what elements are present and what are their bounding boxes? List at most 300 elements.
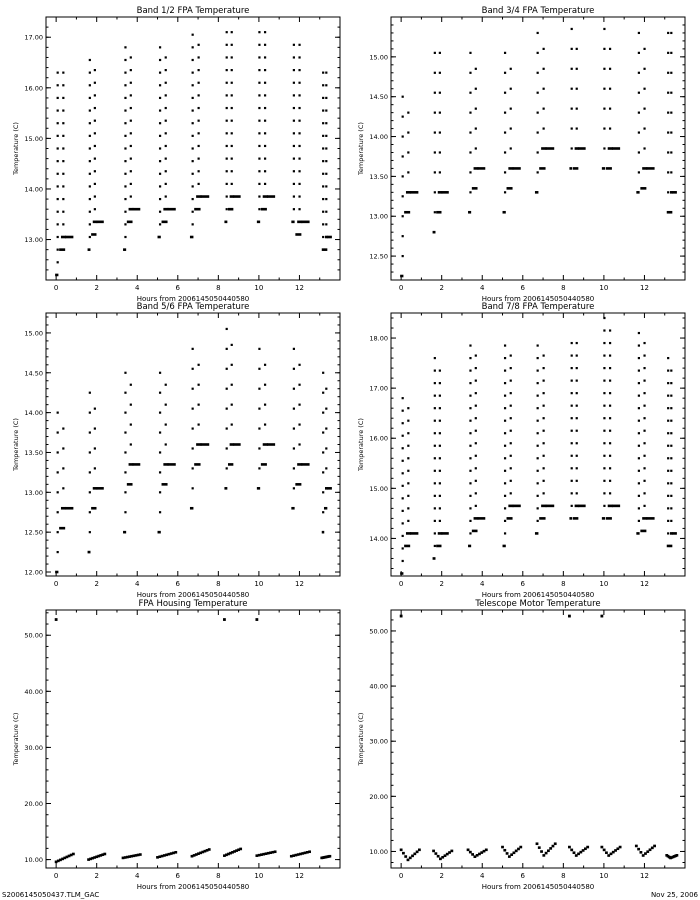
data-point xyxy=(510,492,512,494)
x-tick-label: 8 xyxy=(216,284,221,292)
data-point xyxy=(62,198,64,200)
data-point xyxy=(603,342,605,344)
data-point xyxy=(264,364,266,366)
data-point xyxy=(402,116,404,118)
data-point xyxy=(257,221,260,224)
data-point xyxy=(507,517,513,520)
data-point xyxy=(432,850,435,853)
data-point xyxy=(535,532,538,535)
data-point xyxy=(404,211,410,214)
data-point xyxy=(606,167,612,170)
data-point xyxy=(609,417,611,419)
data-point xyxy=(198,158,200,160)
data-point xyxy=(537,407,539,409)
data-point xyxy=(133,208,141,211)
data-point xyxy=(298,183,300,185)
data-point xyxy=(159,431,161,433)
data-point xyxy=(57,185,59,187)
data-point xyxy=(436,545,441,548)
data-point xyxy=(543,442,545,444)
data-point xyxy=(504,357,506,359)
data-point xyxy=(293,107,295,109)
data-point xyxy=(57,122,59,124)
chart-title: Band 5/6 FPA Temperature xyxy=(136,302,250,312)
data-point xyxy=(65,236,73,239)
data-point xyxy=(198,56,200,58)
data-point xyxy=(475,88,477,90)
data-point xyxy=(62,109,64,111)
data-point xyxy=(434,532,436,534)
data-point xyxy=(638,457,640,459)
data-point xyxy=(667,52,669,54)
data-point xyxy=(510,354,512,356)
data-point xyxy=(638,332,640,334)
data-point xyxy=(264,404,266,406)
data-point xyxy=(258,56,260,58)
data-point xyxy=(675,854,678,857)
data-point xyxy=(603,455,605,457)
data-point xyxy=(322,84,324,86)
data-point xyxy=(208,848,211,851)
data-point xyxy=(667,72,669,74)
y-tick-label: 40.00 xyxy=(24,687,43,696)
data-point xyxy=(667,495,669,497)
data-point xyxy=(504,445,506,447)
data-point xyxy=(638,357,640,359)
data-point xyxy=(226,348,228,350)
data-point xyxy=(571,492,573,494)
data-point xyxy=(434,420,436,422)
data-point xyxy=(407,151,409,153)
data-point xyxy=(264,82,266,84)
data-point xyxy=(198,170,200,172)
data-point xyxy=(504,407,506,409)
x-tick-label: 4 xyxy=(135,284,140,292)
data-point xyxy=(258,120,260,122)
data-point xyxy=(325,408,327,410)
data-point xyxy=(124,392,126,394)
data-point xyxy=(642,167,647,170)
data-point xyxy=(226,195,228,197)
y-tick-label: 10.00 xyxy=(24,856,43,865)
y-tick-label: 20.00 xyxy=(369,792,388,801)
data-point xyxy=(127,221,133,224)
data-point xyxy=(94,82,96,84)
data-point xyxy=(322,531,325,534)
data-point xyxy=(504,344,506,346)
data-point xyxy=(603,367,605,369)
data-point xyxy=(643,505,645,507)
data-point xyxy=(62,147,64,149)
data-point xyxy=(402,235,404,237)
data-point xyxy=(258,31,260,33)
data-point xyxy=(130,145,132,147)
data-point xyxy=(57,211,59,213)
data-point xyxy=(510,367,512,369)
data-point xyxy=(159,511,161,513)
data-point xyxy=(670,407,672,409)
data-point xyxy=(124,97,126,99)
y-tick-label: 12.50 xyxy=(24,528,43,537)
data-point xyxy=(643,405,645,407)
data-point xyxy=(667,482,669,484)
data-point xyxy=(124,185,126,187)
data-point xyxy=(228,463,233,466)
data-point xyxy=(434,507,436,509)
data-point xyxy=(325,135,327,137)
data-point xyxy=(667,131,669,133)
data-point xyxy=(603,417,605,419)
data-point xyxy=(542,854,545,857)
data-point xyxy=(439,407,441,409)
data-point xyxy=(469,344,471,346)
data-point xyxy=(576,467,578,469)
data-point xyxy=(434,852,437,855)
data-point xyxy=(264,56,266,58)
data-point xyxy=(130,195,132,197)
data-point xyxy=(226,158,228,160)
data-point xyxy=(475,455,477,457)
data-point xyxy=(537,457,539,459)
data-point xyxy=(554,842,557,845)
data-point xyxy=(543,467,545,469)
data-point xyxy=(670,151,672,153)
data-point xyxy=(325,122,327,124)
data-point xyxy=(129,463,134,466)
data-point xyxy=(57,471,59,473)
data-point xyxy=(192,59,194,61)
data-point xyxy=(94,107,96,109)
data-point xyxy=(159,59,161,61)
data-point xyxy=(233,195,240,198)
y-tick-label: 14.00 xyxy=(369,534,388,543)
data-point xyxy=(163,463,168,466)
data-point xyxy=(159,451,161,453)
data-point xyxy=(543,127,545,129)
data-point xyxy=(469,445,471,447)
data-point xyxy=(541,147,546,150)
data-point xyxy=(434,72,436,74)
data-point xyxy=(434,495,436,497)
data-point xyxy=(603,392,605,394)
x-tick-label: 10 xyxy=(599,872,609,880)
data-point xyxy=(322,160,324,162)
data-point xyxy=(293,447,295,449)
data-point xyxy=(165,404,167,406)
data-point xyxy=(192,34,194,36)
data-point xyxy=(469,131,471,133)
data-point xyxy=(546,147,555,150)
data-point xyxy=(57,531,59,533)
data-point xyxy=(469,191,471,193)
data-point xyxy=(325,72,327,74)
data-point xyxy=(325,109,327,111)
data-point xyxy=(159,412,161,414)
data-point xyxy=(192,408,194,410)
data-point xyxy=(404,855,407,858)
data-point xyxy=(192,97,194,99)
data-point xyxy=(324,507,327,510)
data-point xyxy=(159,392,161,394)
data-point xyxy=(62,122,64,124)
data-point xyxy=(433,557,436,560)
data-point xyxy=(264,120,266,122)
data-point xyxy=(543,367,545,369)
data-point xyxy=(642,517,647,520)
data-point xyxy=(672,191,677,194)
data-point xyxy=(571,430,573,432)
data-point xyxy=(165,145,167,147)
data-point xyxy=(198,120,200,122)
x-tick-label: 8 xyxy=(561,284,566,292)
data-point xyxy=(231,31,233,33)
data-point xyxy=(57,551,59,553)
x-tick-label: 8 xyxy=(216,580,221,588)
data-point xyxy=(670,32,672,34)
data-point xyxy=(667,432,669,434)
data-point xyxy=(62,487,64,489)
data-point xyxy=(603,48,605,50)
data-point xyxy=(475,417,477,419)
data-point xyxy=(226,44,228,46)
data-point xyxy=(258,44,260,46)
x-tick-label: 8 xyxy=(561,872,566,880)
chart-title: Telescope Motor Temperature xyxy=(475,599,601,609)
data-point xyxy=(57,491,59,493)
data-point xyxy=(264,31,266,33)
data-point xyxy=(475,367,477,369)
data-point xyxy=(226,170,228,172)
data-point xyxy=(576,405,578,407)
data-point xyxy=(89,59,91,61)
data-point xyxy=(61,236,66,239)
data-point xyxy=(439,382,441,384)
data-point xyxy=(293,195,295,197)
data-point xyxy=(162,483,168,486)
data-point xyxy=(308,850,311,853)
data-point xyxy=(192,147,194,149)
x-tick-label: 8 xyxy=(216,872,221,880)
data-point xyxy=(638,507,640,509)
data-point xyxy=(603,88,605,90)
data-point xyxy=(198,69,200,71)
data-point xyxy=(537,92,539,94)
data-point xyxy=(293,132,295,134)
x-tick-label: 10 xyxy=(599,580,609,588)
data-point xyxy=(535,191,538,194)
data-point xyxy=(437,855,440,858)
data-point xyxy=(667,32,669,34)
x-axis-label: Hours from 2006145050440580 xyxy=(136,295,250,303)
data-point xyxy=(325,211,327,213)
data-point xyxy=(258,82,260,84)
data-point xyxy=(139,853,142,856)
data-point xyxy=(573,517,578,520)
data-point xyxy=(96,487,103,490)
data-point xyxy=(198,94,200,96)
data-point xyxy=(325,427,327,429)
y-tick-label: 13.50 xyxy=(369,172,388,181)
data-point xyxy=(322,198,324,200)
data-point xyxy=(264,145,266,147)
data-point xyxy=(89,491,91,493)
data-point xyxy=(94,408,96,410)
data-point xyxy=(124,198,126,200)
data-point xyxy=(159,471,161,473)
data-point xyxy=(165,82,167,84)
data-point xyxy=(672,532,677,535)
data-point xyxy=(226,388,228,390)
data-point xyxy=(322,451,324,453)
data-point xyxy=(89,211,91,213)
x-axis-label: Hours from 2006145050440580 xyxy=(481,295,595,303)
data-point xyxy=(258,94,260,96)
data-point xyxy=(469,432,471,434)
data-point xyxy=(94,447,96,449)
data-point xyxy=(543,392,545,394)
data-point xyxy=(226,427,228,429)
data-point xyxy=(298,195,300,197)
y-tick-label: 13.00 xyxy=(24,488,43,497)
data-point xyxy=(165,158,167,160)
data-point xyxy=(159,160,161,162)
y-tick-label: 40.00 xyxy=(369,682,388,691)
data-point xyxy=(89,109,91,111)
data-point xyxy=(504,151,506,153)
data-point xyxy=(298,443,300,445)
data-point xyxy=(231,120,233,122)
data-point xyxy=(543,480,545,482)
data-point xyxy=(165,384,167,386)
y-tick-label: 13.50 xyxy=(24,448,43,457)
data-point xyxy=(603,329,605,331)
data-point xyxy=(571,505,573,507)
data-point xyxy=(322,211,324,213)
data-point xyxy=(264,44,266,46)
data-point xyxy=(667,532,669,534)
data-point xyxy=(402,497,404,499)
data-point xyxy=(159,198,161,200)
data-point xyxy=(670,482,672,484)
data-point xyxy=(578,147,585,150)
data-point xyxy=(127,483,133,486)
data-point xyxy=(89,147,91,149)
data-point xyxy=(293,170,295,172)
data-point xyxy=(402,410,404,412)
data-point xyxy=(510,430,512,432)
data-point xyxy=(510,68,512,70)
x-tick-label: 6 xyxy=(175,872,181,880)
data-point xyxy=(603,480,605,482)
data-point xyxy=(537,507,539,509)
data-point xyxy=(469,470,471,472)
data-point xyxy=(503,849,506,852)
data-point xyxy=(638,420,640,422)
data-point xyxy=(571,405,573,407)
data-point xyxy=(510,455,512,457)
data-point xyxy=(89,451,91,453)
data-point xyxy=(233,443,240,446)
data-point xyxy=(478,167,486,170)
data-point xyxy=(55,274,58,277)
data-point xyxy=(297,463,302,466)
data-point xyxy=(434,482,436,484)
data-point xyxy=(667,457,669,459)
data-point xyxy=(475,505,477,507)
y-tick-label: 30.00 xyxy=(369,737,388,746)
data-point xyxy=(124,122,126,124)
x-tick-label: 4 xyxy=(480,872,485,880)
data-point xyxy=(441,191,448,194)
data-point xyxy=(130,423,132,425)
data-point xyxy=(450,850,453,853)
data-point xyxy=(667,395,669,397)
data-point xyxy=(322,223,324,225)
x-tick-label: 12 xyxy=(639,284,649,292)
data-point xyxy=(325,487,328,490)
y-tick-label: 13.00 xyxy=(24,236,43,245)
x-tick-label: 6 xyxy=(175,580,181,588)
data-point xyxy=(298,82,300,84)
data-point xyxy=(434,131,436,133)
data-point xyxy=(569,167,572,170)
data-point xyxy=(475,354,477,356)
data-point xyxy=(537,520,539,522)
data-point xyxy=(258,69,260,71)
data-point xyxy=(571,442,573,444)
data-point xyxy=(168,208,176,211)
data-point xyxy=(258,170,260,172)
data-point xyxy=(406,191,411,194)
data-point xyxy=(298,158,300,160)
data-point xyxy=(670,532,673,535)
data-point xyxy=(165,120,167,122)
data-point xyxy=(159,109,161,111)
data-point xyxy=(536,842,539,845)
y-tick-label: 14.50 xyxy=(24,369,43,378)
data-point xyxy=(402,435,404,437)
data-point xyxy=(603,505,605,507)
data-point xyxy=(226,183,228,185)
data-point xyxy=(667,420,669,422)
data-point xyxy=(609,108,611,110)
data-point xyxy=(546,505,555,508)
data-point xyxy=(571,480,573,482)
data-point xyxy=(643,342,645,344)
data-point xyxy=(434,520,436,522)
data-point xyxy=(194,208,200,211)
data-point xyxy=(230,443,235,446)
data-point xyxy=(469,851,472,854)
data-point xyxy=(400,615,403,618)
data-point xyxy=(159,491,161,493)
x-tick-label: 10 xyxy=(254,284,264,292)
data-point xyxy=(503,545,506,548)
data-point xyxy=(159,372,161,374)
data-point xyxy=(643,442,645,444)
data-point xyxy=(434,382,436,384)
data-point xyxy=(57,236,59,238)
data-point xyxy=(438,191,443,194)
data-point xyxy=(231,145,233,147)
data-point xyxy=(325,173,327,175)
data-point xyxy=(293,208,295,210)
x-tick-label: 12 xyxy=(294,284,304,292)
data-point xyxy=(670,495,672,497)
data-point xyxy=(402,155,404,157)
data-point xyxy=(325,84,327,86)
data-point xyxy=(504,520,506,522)
